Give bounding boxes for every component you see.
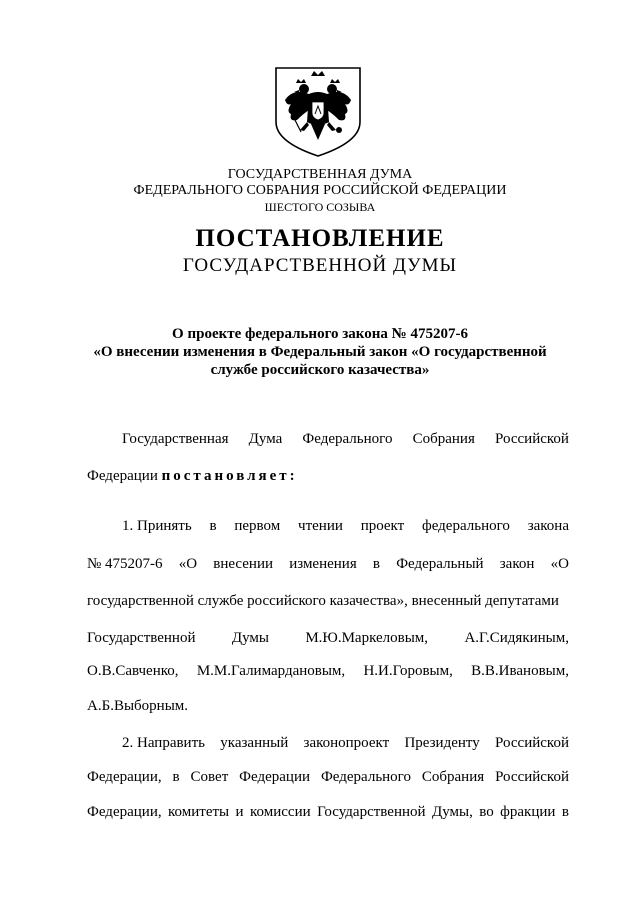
- word: федерального: [422, 518, 510, 534]
- word: внесении: [213, 556, 274, 572]
- word: Федерации: [239, 769, 311, 785]
- word: № 475207-6: [87, 556, 163, 572]
- intro-word: Федерации: [87, 468, 158, 484]
- word: и: [235, 804, 244, 820]
- word: Президенту: [404, 735, 480, 751]
- document-type-subtitle: ГОСУДАРСТВЕННОЙ ДУМЫ: [182, 255, 458, 276]
- organization-line-2: ФЕДЕРАЛЬНОГО СОБРАНИЯ РОССИЙСКОЙ ФЕДЕРАЦИИ: [133, 183, 507, 198]
- word: 2. Направить: [122, 735, 205, 751]
- intro-word: Дума: [248, 431, 283, 447]
- word: Совет: [190, 769, 229, 785]
- word: Российской: [495, 735, 569, 751]
- word: 1. Принять: [122, 518, 192, 534]
- word: М.М.Галимардановым,: [196, 663, 346, 679]
- intro-word: Российской: [495, 431, 569, 447]
- word: чтении: [298, 518, 343, 534]
- organization-line-1: ГОСУДАРСТВЕННАЯ ДУМА: [227, 167, 413, 182]
- p1-line-6: А.Б.Выборным.: [87, 698, 189, 714]
- resolves-verb: постановляет:: [161, 468, 298, 484]
- word: Федерального: [320, 769, 411, 785]
- word: указанный: [220, 735, 289, 751]
- word: Федерации,: [87, 804, 162, 820]
- word: проект: [360, 518, 405, 534]
- p1-line-3: государственной службе российского казачества», внесенный депутатами: [87, 593, 559, 609]
- word: законопроект: [303, 735, 390, 751]
- intro-word: Государственная: [122, 431, 229, 447]
- word: закона: [527, 518, 569, 534]
- p1-line-2: [87, 555, 569, 573]
- word: Государственной: [87, 630, 196, 646]
- word: комитеты: [168, 804, 230, 820]
- coat-of-arms-emblem: [273, 66, 363, 158]
- word: Думы,: [431, 804, 473, 820]
- word: комиссии: [250, 804, 311, 820]
- subject-line-2: «О внесении изменения в Федеральный закон «О государственной: [93, 344, 547, 360]
- p1-line-1: [122, 517, 569, 535]
- p2-line-2: [87, 768, 569, 786]
- word: первом: [234, 518, 281, 534]
- word: Российской: [495, 769, 569, 785]
- intro-word: Собрания: [412, 431, 475, 447]
- word: В.В.Ивановым,: [471, 663, 569, 679]
- convocation-line: ШЕСТОГО СОЗЫВА: [264, 200, 376, 214]
- intro-word: Федерального: [302, 431, 393, 447]
- word: Федерации,: [87, 769, 162, 785]
- word: «О: [178, 556, 198, 572]
- word: фракции: [500, 804, 556, 820]
- word: А.Г.Сидякиным,: [464, 630, 569, 646]
- p2-line-3: [87, 803, 569, 821]
- word: в: [172, 769, 180, 785]
- word: Федеральный: [396, 556, 484, 572]
- word: в: [372, 556, 381, 572]
- word: закон: [499, 556, 535, 572]
- word: О.В.Савченко,: [87, 663, 179, 679]
- document-type-title: ПОСТАНОВЛЕНИЕ: [195, 225, 445, 252]
- subject-line-3: службе российского казачества»: [210, 362, 430, 378]
- intro-line-2: [87, 467, 569, 485]
- word: Государственной: [317, 804, 426, 820]
- word: во: [479, 804, 494, 820]
- word: Собрания: [421, 769, 485, 785]
- word: М.Ю.Маркеловым,: [305, 630, 429, 646]
- word: в: [561, 804, 569, 820]
- subject-line-1: О проекте федерального закона № 475207-6: [172, 326, 468, 342]
- word: в: [209, 518, 217, 534]
- p1-line-4: [87, 629, 569, 647]
- p1-line-5: [87, 662, 569, 680]
- word: «О: [550, 556, 569, 572]
- word: изменения: [289, 556, 357, 572]
- intro-line-1: [122, 430, 569, 448]
- word: Н.И.Горовым,: [363, 663, 453, 679]
- double-headed-eagle-icon: [273, 66, 363, 158]
- word: Думы: [231, 630, 269, 646]
- p2-line-1: [122, 734, 569, 752]
